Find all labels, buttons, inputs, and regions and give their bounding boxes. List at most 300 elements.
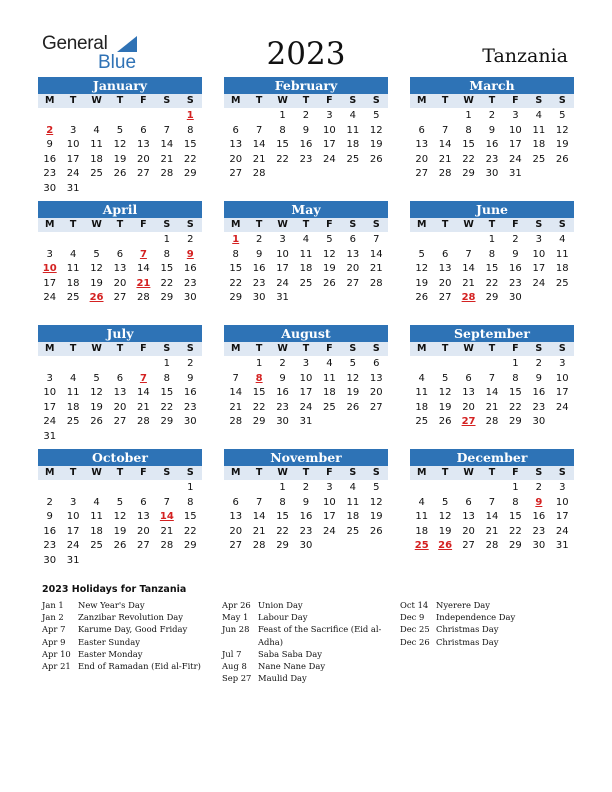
weekday-label: S	[163, 219, 171, 230]
day-cell: 30	[183, 416, 197, 428]
weekday-label: W	[463, 343, 474, 354]
day-cell: 11	[90, 139, 103, 151]
day-cell: 31	[66, 182, 80, 194]
day-cell: 23	[276, 401, 289, 413]
day-cell: 8	[187, 124, 194, 136]
day-cell: 30	[532, 540, 546, 552]
holiday-date: Sep 27	[222, 673, 252, 684]
day-cell: 3	[326, 482, 333, 493]
day-cell: 17	[276, 263, 289, 275]
year-title: 2023	[266, 36, 346, 72]
day-cell: 21	[252, 153, 266, 165]
day-cell: 11	[415, 511, 429, 523]
day-cell: 4	[69, 372, 77, 384]
holiday-name: Maulid Day	[258, 673, 307, 684]
day-cell: 20	[438, 277, 452, 289]
day-cell: 19	[90, 277, 103, 289]
day-cell: 30	[252, 292, 266, 304]
weekday-label: W	[91, 343, 102, 354]
day-cell: 30	[299, 540, 313, 552]
day-cell: 17	[555, 387, 569, 399]
day-cell: 1	[465, 110, 472, 121]
day-cell: 26	[369, 525, 383, 537]
logo-blue-text: Blue	[98, 52, 137, 73]
day-cell: 22	[462, 153, 475, 165]
empty-cell	[85, 233, 108, 248]
day-cell: 22	[276, 525, 289, 537]
weekday-label: S	[372, 95, 380, 106]
day-cell: 5	[441, 372, 449, 384]
day-cell: 12	[438, 387, 452, 399]
day-cell: 23	[183, 277, 197, 289]
empty-cell	[247, 109, 270, 124]
holiday-date: Jul 7	[222, 648, 242, 659]
day-cell: 3	[512, 110, 519, 121]
day-cell: 10	[323, 124, 336, 136]
day-cell: 11	[299, 248, 313, 260]
weekday-label: W	[91, 95, 102, 106]
holiday-day: 1	[232, 234, 240, 245]
holidays-title: 2023 Holidays for Tanzania	[42, 584, 187, 595]
empty-cell	[38, 233, 61, 248]
day-cell: 20	[137, 525, 150, 537]
day-cell: 13	[369, 372, 383, 384]
day-cell: 5	[116, 124, 124, 136]
weekday-label: S	[558, 219, 566, 230]
day-cell: 23	[509, 277, 522, 289]
weekday-label: F	[512, 467, 519, 478]
holiday-date: Jan 2	[42, 612, 64, 623]
day-cell: 30	[43, 554, 57, 566]
day-cell: 19	[438, 401, 452, 413]
day-cell: 30	[276, 416, 289, 428]
day-cell: 6	[232, 124, 239, 136]
holiday-row	[222, 648, 402, 660]
day-cell: 22	[509, 401, 522, 413]
day-cell: 12	[438, 511, 452, 523]
day-cell: 1	[512, 358, 519, 369]
day-cell: 13	[229, 511, 243, 523]
day-cell: 4	[559, 234, 566, 245]
day-cell: 15	[252, 387, 266, 399]
weekday-label: S	[186, 467, 194, 478]
month-november	[224, 449, 388, 554]
day-cell: 31	[299, 416, 313, 428]
day-cell: 15	[509, 387, 522, 399]
day-cell: 2	[535, 482, 543, 493]
day-cell: 2	[512, 234, 519, 245]
empty-cell	[85, 357, 108, 372]
day-cell: 23	[532, 525, 546, 537]
day-cell: 19	[438, 525, 452, 537]
day-cell: 16	[532, 387, 546, 399]
weekday-label: T	[255, 467, 263, 478]
day-cell: 12	[90, 263, 103, 275]
day-cell: 25	[555, 277, 569, 289]
weekday-label: W	[277, 343, 288, 354]
day-cell: 14	[369, 248, 383, 260]
empty-cell	[433, 233, 456, 248]
day-cell: 13	[113, 263, 127, 275]
weekday-label: W	[277, 95, 288, 106]
day-cell: 17	[555, 511, 569, 523]
logo-general-text: General	[42, 33, 108, 54]
weekday-label: S	[372, 467, 380, 478]
empty-cell	[108, 481, 131, 496]
day-cell: 16	[299, 511, 313, 523]
day-cell: 12	[90, 387, 103, 399]
day-cell: 5	[373, 482, 380, 493]
day-cell: 4	[93, 496, 100, 508]
day-cell: 21	[485, 525, 499, 537]
day-cell: 15	[485, 263, 499, 275]
day-cell: 13	[137, 139, 150, 151]
empty-cell	[155, 481, 178, 496]
weekday-label: T	[302, 343, 310, 354]
day-cell: 22	[160, 277, 174, 289]
month-title: June	[410, 201, 574, 218]
empty-cell	[247, 481, 270, 496]
day-cell: 6	[465, 496, 472, 508]
day-cell: 29	[183, 168, 197, 180]
empty-cell	[85, 109, 108, 124]
day-cell: 3	[559, 358, 566, 369]
month-may	[224, 201, 388, 306]
day-cell: 10	[66, 511, 80, 523]
day-cell: 19	[415, 277, 429, 289]
day-cell: 15	[276, 511, 289, 523]
weekday-label: F	[326, 95, 333, 106]
empty-cell	[61, 357, 84, 372]
day-cell: 16	[276, 387, 289, 399]
weekday-label: W	[91, 219, 102, 230]
weekday-label: T	[116, 343, 124, 354]
day-cell: 9	[488, 124, 496, 136]
day-cell: 2	[187, 234, 194, 245]
day-cell: 8	[279, 496, 286, 508]
empty-cell	[224, 357, 247, 372]
day-cell: 24	[66, 168, 80, 180]
day-cell: 6	[116, 372, 124, 384]
empty-cell	[155, 109, 178, 124]
day-cell: 31	[276, 292, 289, 304]
day-cell: 12	[369, 496, 383, 508]
day-cell: 26	[113, 168, 127, 180]
day-cell: 27	[229, 168, 243, 180]
holiday-row	[42, 599, 222, 611]
day-cell: 31	[509, 168, 522, 180]
weekday-label: T	[116, 467, 124, 478]
day-cell: 11	[555, 248, 569, 260]
day-cell: 22	[183, 525, 197, 537]
holiday-row	[222, 672, 402, 684]
weekday-label: M	[230, 219, 241, 230]
holiday-name: Labour Day	[258, 612, 308, 623]
day-cell: 4	[302, 234, 310, 245]
day-cell: 17	[323, 139, 336, 151]
month-february	[224, 77, 388, 182]
day-cell: 17	[299, 387, 313, 399]
day-cell: 28	[252, 168, 266, 180]
weekday-label: W	[91, 467, 102, 478]
month-title: July	[38, 325, 202, 342]
day-cell: 16	[299, 139, 313, 151]
month-title: September	[410, 325, 574, 342]
holiday-date: Apr 26	[222, 600, 251, 610]
month-august	[224, 325, 388, 430]
holiday-row	[42, 623, 222, 635]
day-cell: 27	[346, 277, 360, 289]
day-cell: 1	[163, 234, 171, 245]
weekday-header	[38, 466, 202, 480]
day-cell: 27	[438, 292, 452, 304]
empty-cell	[433, 481, 456, 496]
day-cell: 15	[229, 263, 243, 275]
day-cell: 14	[438, 139, 452, 151]
day-cell: 15	[276, 139, 289, 151]
day-cell: 6	[418, 124, 425, 136]
weekday-label: T	[441, 219, 449, 230]
day-cell: 11	[346, 496, 360, 508]
day-cell: 5	[559, 110, 566, 121]
day-cell: 24	[555, 525, 569, 537]
day-cell: 19	[90, 401, 103, 413]
day-cell: 6	[465, 372, 472, 384]
day-cell: 9	[302, 124, 310, 136]
month-april	[38, 201, 202, 306]
holiday-date: Dec 25	[400, 624, 430, 635]
day-cell: 1	[279, 110, 286, 121]
weekday-label: S	[535, 95, 543, 106]
weekday-label: T	[302, 95, 310, 106]
day-cell: 29	[509, 540, 522, 552]
day-cell: 9	[255, 248, 263, 260]
weekday-label: M	[44, 95, 55, 106]
day-cell: 26	[555, 153, 569, 165]
month-title: August	[224, 325, 388, 342]
day-cell: 4	[418, 372, 425, 384]
day-cell: 23	[43, 540, 57, 552]
day-cell: 18	[415, 401, 429, 413]
day-cell: 16	[43, 153, 57, 165]
day-cell: 27	[137, 168, 150, 180]
weekday-label: T	[255, 343, 263, 354]
day-cell: 3	[559, 482, 566, 493]
day-cell: 22	[229, 277, 243, 289]
weekday-label: F	[140, 95, 147, 106]
weekday-header	[410, 342, 574, 356]
day-cell: 5	[93, 248, 100, 260]
day-cell: 1	[279, 482, 286, 493]
holiday-column	[400, 599, 580, 648]
day-cell: 4	[93, 124, 100, 136]
day-cell: 12	[369, 124, 383, 136]
day-cell: 4	[326, 358, 333, 369]
weekday-label: M	[416, 219, 427, 230]
holiday-day: 26	[438, 540, 453, 552]
weekday-label: M	[44, 343, 55, 354]
weekday-label: M	[416, 467, 427, 478]
day-cell: 27	[113, 416, 127, 428]
day-grid	[38, 357, 202, 445]
day-cell: 18	[66, 277, 80, 289]
month-title: October	[38, 449, 202, 466]
day-cell: 12	[113, 139, 127, 151]
holiday-name: Karume Day, Good Friday	[78, 624, 188, 635]
day-cell: 19	[323, 263, 336, 275]
day-cell: 13	[462, 511, 475, 523]
day-cell: 31	[43, 430, 57, 442]
day-cell: 14	[160, 139, 174, 151]
holiday-day: 7	[139, 372, 147, 384]
day-cell: 29	[462, 168, 475, 180]
holiday-row	[222, 660, 402, 672]
day-cell: 25	[90, 168, 103, 180]
day-cell: 25	[90, 540, 103, 552]
day-cell: 16	[252, 263, 266, 275]
day-cell: 20	[415, 153, 429, 165]
month-title: April	[38, 201, 202, 218]
day-cell: 22	[183, 153, 197, 165]
empty-cell	[108, 109, 131, 124]
day-cell: 23	[43, 168, 57, 180]
day-cell: 2	[255, 234, 263, 245]
day-cell: 5	[93, 372, 100, 384]
weekday-label: S	[349, 343, 357, 354]
day-cell: 15	[160, 263, 174, 275]
day-cell: 21	[252, 525, 266, 537]
empty-cell	[457, 357, 480, 372]
empty-cell	[108, 357, 131, 372]
weekday-header	[224, 94, 388, 108]
day-cell: 14	[485, 511, 499, 523]
day-cell: 29	[485, 292, 499, 304]
weekday-label: F	[326, 467, 333, 478]
day-cell: 15	[183, 139, 197, 151]
weekday-label: S	[349, 467, 357, 478]
day-grid	[224, 357, 388, 430]
day-cell: 7	[488, 496, 496, 508]
weekday-header	[224, 466, 388, 480]
day-cell: 28	[485, 540, 499, 552]
day-cell: 14	[137, 263, 150, 275]
holiday-date: Jan 1	[42, 600, 64, 610]
day-cell: 19	[113, 153, 127, 165]
holiday-column	[222, 599, 402, 684]
holiday-name: Nyerere Day	[436, 600, 491, 610]
holiday-name: Easter Sunday	[78, 636, 141, 647]
day-cell: 7	[163, 124, 171, 136]
empty-cell	[132, 109, 155, 124]
weekday-label: M	[44, 219, 55, 230]
day-cell: 12	[113, 511, 127, 523]
day-cell: 20	[462, 525, 475, 537]
day-cell: 19	[369, 139, 383, 151]
day-cell: 4	[349, 110, 357, 121]
day-cell: 13	[438, 263, 452, 275]
weekday-label: F	[140, 467, 147, 478]
empty-cell	[38, 357, 61, 372]
weekday-label: M	[416, 343, 427, 354]
day-cell: 21	[462, 277, 475, 289]
weekday-label: W	[277, 219, 288, 230]
day-grid	[224, 481, 388, 554]
day-cell: 23	[485, 153, 499, 165]
weekday-label: T	[69, 467, 77, 478]
day-cell: 23	[252, 277, 266, 289]
day-cell: 17	[43, 277, 57, 289]
day-cell: 17	[323, 511, 336, 523]
day-cell: 18	[323, 387, 336, 399]
holiday-name: Independence Day	[436, 612, 516, 623]
day-grid	[224, 233, 388, 306]
day-cell: 25	[415, 416, 429, 428]
day-cell: 13	[229, 139, 243, 151]
day-cell: 30	[509, 292, 522, 304]
holiday-day: 26	[89, 292, 104, 304]
weekday-header	[224, 218, 388, 232]
weekday-header	[38, 94, 202, 108]
day-cell: 26	[438, 416, 452, 428]
day-cell: 28	[137, 416, 150, 428]
holiday-date: Jun 28	[222, 624, 250, 635]
month-title: May	[224, 201, 388, 218]
day-cell: 9	[46, 511, 53, 523]
day-cell: 17	[66, 153, 80, 165]
day-cell: 14	[462, 263, 475, 275]
holiday-name: Feast of the Sacrifice (Eid al-Adha)	[258, 624, 382, 647]
weekday-header	[410, 466, 574, 480]
day-cell: 19	[369, 511, 383, 523]
weekday-label: T	[488, 343, 496, 354]
day-cell: 28	[229, 416, 243, 428]
month-title: February	[224, 77, 388, 94]
day-cell: 1	[512, 482, 519, 493]
day-cell: 9	[187, 372, 194, 384]
day-cell: 28	[438, 168, 452, 180]
day-cell: 24	[532, 277, 546, 289]
weekday-label: T	[441, 95, 449, 106]
weekday-label: T	[441, 343, 449, 354]
empty-cell	[224, 481, 247, 496]
day-cell: 26	[369, 153, 383, 165]
day-cell: 21	[229, 401, 243, 413]
holiday-name: Easter Monday	[78, 648, 143, 659]
day-cell: 7	[488, 372, 496, 384]
day-cell: 27	[369, 401, 383, 413]
weekday-label: M	[44, 467, 55, 478]
empty-cell	[108, 233, 131, 248]
day-cell: 14	[252, 511, 266, 523]
day-cell: 3	[46, 248, 53, 260]
day-cell: 11	[90, 511, 103, 523]
holiday-day: 2	[46, 124, 54, 136]
day-cell: 14	[137, 387, 150, 399]
day-cell: 3	[302, 358, 310, 369]
holiday-day: 9	[186, 248, 194, 260]
empty-cell	[410, 481, 433, 496]
weekday-label: S	[163, 343, 171, 354]
day-cell: 27	[415, 168, 429, 180]
day-cell: 9	[512, 248, 519, 260]
month-title: January	[38, 77, 202, 94]
day-cell: 10	[276, 248, 289, 260]
day-cell: 7	[255, 124, 263, 136]
day-cell: 5	[326, 234, 333, 245]
day-cell: 31	[555, 540, 569, 552]
day-cell: 21	[160, 153, 174, 165]
day-grid	[38, 481, 202, 569]
